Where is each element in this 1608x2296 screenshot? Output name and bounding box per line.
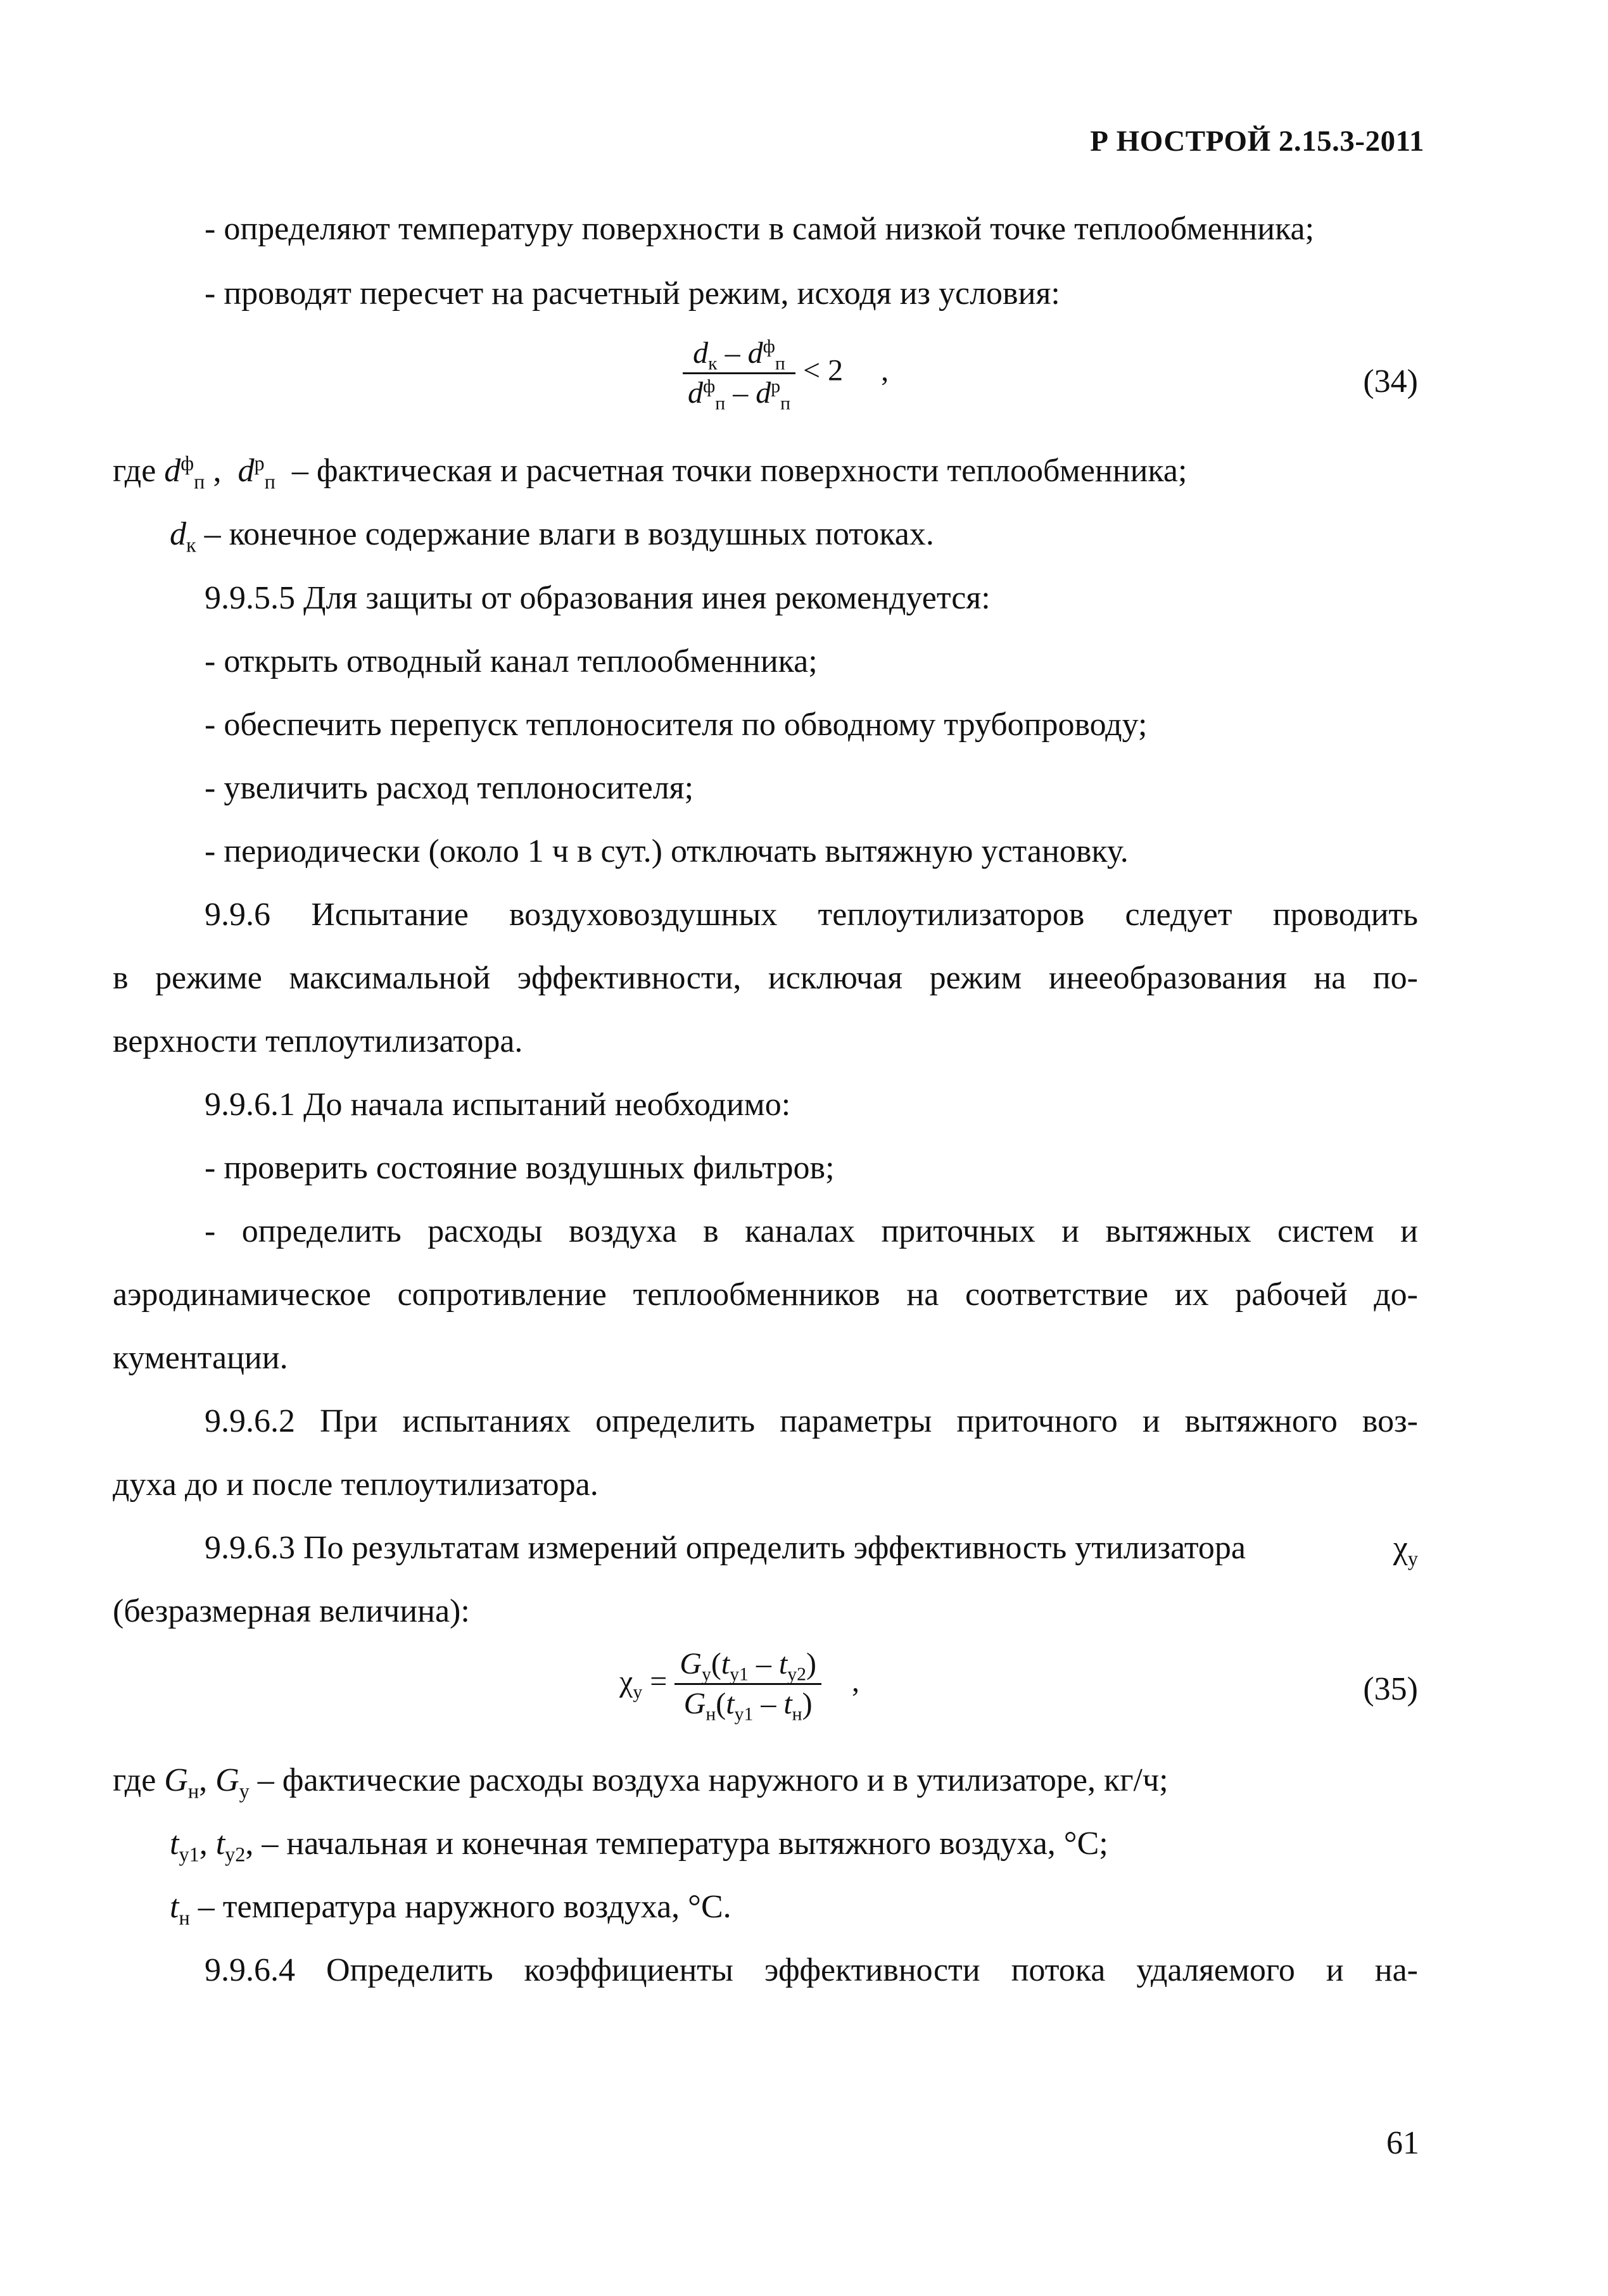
definition-text: – фактические расходы воздуха наружного и в утилизаторе, кг/ч; — [257, 1762, 1168, 1798]
paragraph-line: в режиме максимальной эффективности, исключая режим инееобразования на по- — [113, 960, 1418, 996]
paragraph-line: верхности теплоутилизатора. — [113, 1023, 523, 1059]
definition-text: – температура наружного воздуха, °С. — [198, 1889, 731, 1925]
formula-34 — [683, 334, 889, 412]
definition-text: – начальная и конечная температура вытяжного воздуха, °С; — [262, 1826, 1108, 1862]
paragraph-line: духа до и после теплоутилизатора. — [113, 1467, 598, 1503]
bullet-line: - проводят пересчет на расчетный режим, исходя из условия: — [205, 275, 1060, 312]
page-number: 61 — [1386, 2125, 1419, 2161]
bullet-line: - увеличить расход теплоносителя; — [205, 770, 694, 806]
document-header: Р НОСТРОЙ 2.15.3-2011 — [1090, 125, 1424, 158]
bullet-line: - определяют температуру поверхности в самой низкой точке теплообменника; — [205, 211, 1315, 247]
definition-text: – конечное содержание влаги в воздушных потоках. — [204, 516, 934, 552]
paragraph-line: кументации. — [113, 1340, 288, 1376]
paragraph-line — [205, 1528, 1418, 1568]
formula-35-comma: , — [851, 1664, 859, 1698]
paragraph-line: 9.9.6.2 При испытаниях определить параметры приточного и вытяжного воз- — [205, 1403, 1418, 1439]
formula-35-lhs: $\chi_у$ = — [619, 1664, 668, 1702]
definition-line: $t_{у1}$, $t_{у2}$, – начальная и конечная температура вытяжного воздуха, °С; — [170, 1826, 1108, 1866]
paragraph-text: 9.9.6.3 По результатам измерений определить эффективность утилизатора — [205, 1530, 1246, 1566]
bullet-line: - проверить состояние воздушных фильтров; — [205, 1150, 835, 1186]
paragraph-line: (безразмерная величина): — [113, 1593, 470, 1629]
formula-34-fraction: $\frac{d_к - d^ф_п}{d^ф_п - d^р_п}$ — [683, 334, 795, 412]
paragraph-line: аэродинамическое сопротивление теплообменников на соответствие их рабочей до- — [113, 1277, 1418, 1313]
bullet-line: - открыть отводный канал теплообменника; — [205, 643, 818, 679]
bullet-line: - определить расходы воздуха в каналах приточных и вытяжных систем и — [205, 1213, 1418, 1249]
definition-text: – фактическая и расчетная точки поверхности теплообменника; — [291, 453, 1187, 489]
chi-symbol: $\chi_у$ — [1393, 1530, 1418, 1570]
formula-35-fraction: $\frac{G_у(t_{у1} - t_{у2})}{G_н(t_{у1} - t_н)}$ — [674, 1645, 821, 1723]
formula-34-comma: , — [881, 353, 889, 388]
paragraph-line: 9.9.6 Испытание воздуховоздушных теплоутилизаторов следует проводить — [205, 897, 1418, 933]
bullet-line: - периодически (около 1 ч в сут.) отключать вытяжную установку. — [205, 833, 1129, 869]
definition-line: где $d^ф_п$ , $d^р_п$ – фактическая и расчетная точки поверхности теплообменника; — [113, 451, 1187, 493]
section-heading: 9.9.6.1 До начала испытаний необходимо: — [205, 1087, 791, 1123]
formula-34-inequality: < 2 — [803, 353, 844, 388]
definition-line: $d_к$ – конечное содержание влаги в воздушных потоках. — [170, 516, 934, 557]
definition-line: $t_н$ – температура наружного воздуха, °С. — [170, 1889, 731, 1929]
definition-line: где $G_н$, $G_у$ – фактические расходы воздуха наружного и в утилизаторе, кг/ч; — [113, 1762, 1168, 1803]
equation-number-34: (34) — [1363, 363, 1418, 400]
paragraph-line: 9.9.6.4 Определить коэффициенты эффективности потока удаляемого и на- — [205, 1952, 1418, 1988]
section-heading: 9.9.5.5 Для защиты от образования инея рекомендуется: — [205, 580, 991, 616]
bullet-line: - обеспечить перепуск теплоносителя по обводному трубопроводу; — [205, 707, 1148, 743]
formula-35 — [619, 1645, 859, 1723]
equation-number-35: (35) — [1363, 1671, 1418, 1707]
